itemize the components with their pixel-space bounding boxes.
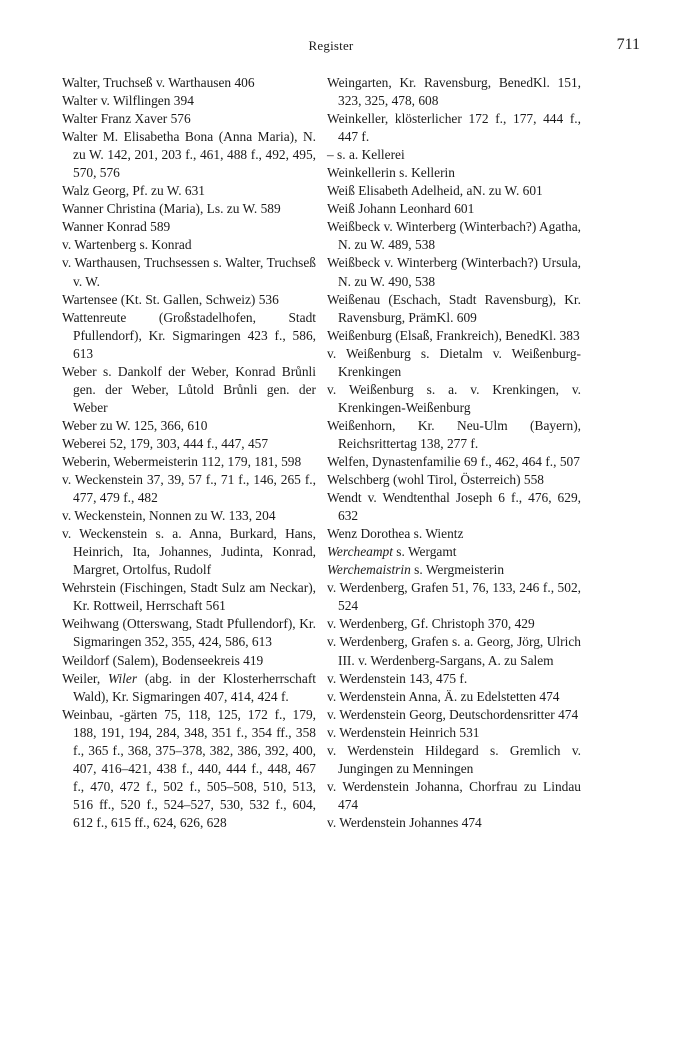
index-entry: Weißenburg (Elsaß, Frankreich), BenedKl. 383 — [327, 327, 580, 343]
index-entry: v. Werdenstein Anna, Ä. zu Edelstetten 474 — [327, 688, 560, 704]
index-entry: Welfen, Dynastenfamilie 69 f., 462, 464 f., 507 — [327, 453, 580, 469]
index-entry: Werchemaistrin s. Wergmeisterin — [327, 562, 505, 578]
index-entry: v. Werdenberg, Grafen s. a. Georg, Jörg, Ulrich III. v. Werdenberg-Sargans, A. zu Salem — [327, 634, 581, 668]
index-column-left — [62, 74, 316, 832]
index-entry: Walter, Truchseß v. Warthausen 406 — [62, 75, 255, 90]
index-entry: v. Werdenstein 143, 475 f. — [327, 670, 468, 686]
index-entry: v. Weckenstein, Nonnen zu W. 133, 204 — [62, 508, 276, 524]
index-entry: Weber zu W. 125, 366, 610 — [62, 417, 208, 433]
index-entry: Welschberg (wohl Tirol, Österreich) 558 — [327, 472, 544, 488]
index-entry: Walter M. Elisabetha Bona (Anna Maria), N. zu W. 142, 201, 203 f., 461, 488 f., 492, 495, 570, 576 — [62, 129, 316, 181]
index-entry: v. Werdenstein Johannes 474 — [327, 814, 482, 830]
index-entry: Wartensee (Kt. St. Gallen, Schweiz) 536 — [62, 291, 279, 307]
index-entry: Weinbau, -gärten 75, 118, 125, 172 f., 179, 188, 191, 194, 284, 348, 351 f., 354 ff., 358 f., 365 f., 368, 375–378, 382, 386, 392, 400, 407, 416–421, 438 f., 440, 444 f., 448, 467 f., 470, 472 f., 502 f., 505–508, 510, 513, 516 ff., 520 f., 524–527, 530, 532 f., 604, 612 f., 615 ff., 624, 626, 628 — [62, 706, 316, 830]
index-entry: Wattenreute (Großstadelhofen, Stadt Pfullendorf), Kr. Sigmaringen 423 f., 586, 613 — [62, 309, 316, 361]
index-entry: Weißbeck v. Winterberg (Winterbach?) Agatha, N. zu W. 489, 538 — [327, 219, 581, 253]
index-entry: v. Weckenstein 37, 39, 57 f., 71 f., 146, 265 f., 477, 479 f., 482 — [62, 472, 316, 506]
index-entry: v. Werdenstein Heinrich 531 — [327, 724, 480, 740]
page-number: 711 — [616, 36, 640, 53]
index-entry: Walter v. Wilflingen 394 — [62, 93, 194, 109]
index-entry: Walter Franz Xaver 576 — [62, 111, 191, 127]
index-entry: v. Weckenstein s. a. Anna, Burkard, Hans, Heinrich, Ita, Johannes, Judinta, Konrad, Margret, Ortolfus, Rudolf — [62, 526, 316, 578]
index-entry: v. Werdenstein Hildegard s. Gremlich v. Jungingen zu Menningen — [327, 742, 581, 776]
index-entry: Weißenau (Eschach, Stadt Ravensburg), Kr. Ravensburg, PrämKl. 609 — [327, 291, 581, 325]
index-entry: Wercheampt s. Wergamt — [327, 544, 457, 560]
index-entry: Weiß Elisabeth Adelheid, aN. zu W. 601 — [327, 183, 543, 199]
index-entry: v. Werdenstein Johanna, Chorfrau zu Lindau 474 — [327, 778, 581, 812]
index-entry: Weildorf (Salem), Bodenseekreis 419 — [62, 652, 264, 668]
index-entry: Wendt v. Wendtenthal Joseph 6 f., 476, 629, 632 — [327, 490, 581, 524]
index-entry: Walz Georg, Pf. zu W. 631 — [62, 183, 205, 199]
index-entry: Weiler, Wiler (abg. in der Klosterherrschaft Wald), Kr. Sigmaringen 407, 414, 424 f. — [62, 670, 317, 704]
index-entry: Weingarten, Kr. Ravensburg, BenedKl. 151, 323, 325, 478, 608 — [327, 75, 581, 109]
index-entry: – s. a. Kellerei — [327, 147, 405, 163]
index-entry: v. Werdenberg, Grafen 51, 76, 133, 246 f., 502, 524 — [327, 580, 581, 614]
index-entry: Weihwang (Otterswang, Stadt Pfullendorf), Kr. Sigmaringen 352, 355, 424, 586, 613 — [62, 616, 316, 650]
index-entry: Wehrstein (Fischingen, Stadt Sulz am Neckar), Kr. Rottweil, Herrschaft 561 — [62, 580, 316, 614]
index-entry: v. Warthausen, Truchsessen s. Walter, Truchseß v. W. — [62, 255, 316, 289]
index-entry: Wanner Konrad 589 — [62, 219, 171, 235]
index-entry: v. Wartenberg s. Konrad — [62, 237, 192, 253]
index-entry: Weberin, Webermeisterin 112, 179, 181, 598 — [62, 453, 302, 469]
index-entry: v. Weißenburg s. Dietalm v. Weißenburg-Krenkingen — [327, 345, 581, 379]
index-entry: v. Werdenstein Georg, Deutschordensritter 474 — [327, 706, 579, 722]
index-entry: Weberei 52, 179, 303, 444 f., 447, 457 — [62, 435, 269, 451]
index-entry: Weißbeck v. Winterberg (Winterbach?) Ursula, N. zu W. 490, 538 — [327, 255, 581, 289]
index-entry: Weber s. Dankolf der Weber, Konrad Brůnli gen. der Weber, Lůtold Brůnli gen. der Weber — [62, 363, 316, 415]
index-entry: v. Werdenberg, Gf. Christoph 370, 429 — [327, 616, 535, 632]
index-entry: Weiß Johann Leonhard 601 — [327, 201, 475, 217]
index-entry: Wanner Christina (Maria), Ls. zu W. 589 — [62, 201, 281, 217]
running-title: Register — [308, 38, 354, 53]
index-entry: Weinkellerin s. Kellerin — [327, 165, 455, 181]
index-entry: Weißenhorn, Kr. Neu-Ulm (Bayern), Reichsrittertag 138, 277 f. — [327, 417, 581, 451]
index-entry: Wenz Dorothea s. Wientz — [327, 526, 464, 542]
index-column-right — [327, 74, 581, 832]
index-entry: v. Weißenburg s. a. v. Krenkingen, v. Krenkingen-Weißenburg — [327, 381, 581, 415]
index-entry: Weinkeller, klösterlicher 172 f., 177, 444 f., 447 f. — [327, 111, 581, 145]
